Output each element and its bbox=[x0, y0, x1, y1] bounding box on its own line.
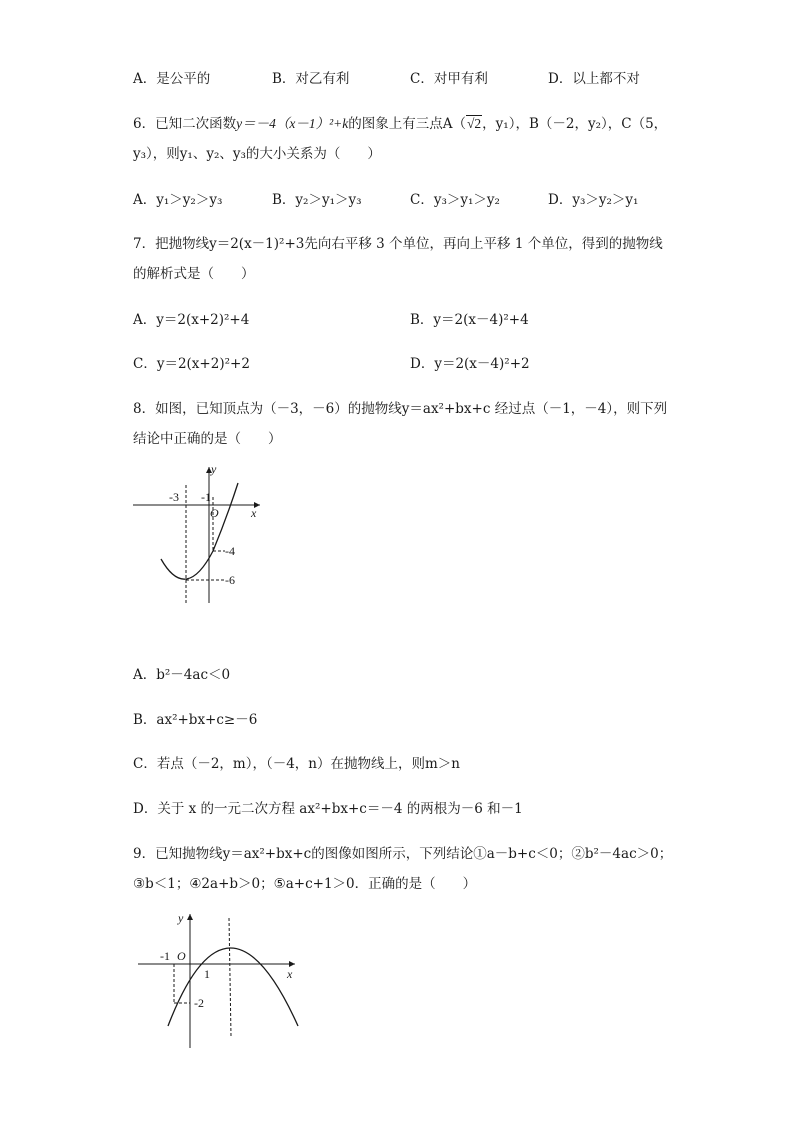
q8-graph-y-label: y bbox=[211, 462, 217, 476]
q9-graph-y-label: y bbox=[178, 911, 184, 925]
q7-option-c: C．y＝2(x+2)²+2 bbox=[133, 356, 250, 372]
q9-graph-tick-minus1: -1 bbox=[160, 949, 170, 963]
q8-graph-origin-label: O bbox=[210, 506, 219, 520]
q7-stem-line1: 7．把抛物线y＝2(x－1)²+3先向右平移 3 个单位，再向上平移 1 个单位，得到的抛物线 bbox=[133, 236, 663, 252]
q9-graph-origin-label: O bbox=[177, 949, 186, 963]
q8-option-a: A．b²－4ac＜0 bbox=[133, 667, 231, 683]
q7-option-a: A．y＝2(x+2)²+4 bbox=[133, 312, 250, 328]
q6-point-a-prefix: A（ bbox=[442, 116, 466, 132]
q9-parabola-graph bbox=[130, 908, 310, 1050]
q5-option-d: D．以上都不对 bbox=[548, 71, 640, 87]
q6-sqrt-value: 2 bbox=[474, 116, 482, 131]
q6-option-a: A．y₁＞y₂＞y₃ bbox=[133, 192, 223, 208]
q6-point-a-suffix: ，y₁），B（－2，y₂），C（5， bbox=[482, 116, 668, 132]
q6-stem-text1: 6．已知二次函数 bbox=[133, 116, 237, 132]
q6-function: y＝－4（x－1）²+k bbox=[236, 116, 349, 131]
q6-stem-text2: 的图象上有三点 bbox=[348, 116, 443, 132]
q8-graph-tick-minus1: -1 bbox=[201, 490, 211, 504]
q9-graph-x-label: x bbox=[287, 967, 293, 981]
q9-stem-line1: 9．已知抛物线y＝ax²+bx+c的图像如图所示，下列结论①a－b+c＜0；②b²－4ac＞0； bbox=[133, 846, 673, 862]
q8-stem-line1: 8．如图，已知顶点为（－3，－6）的抛物线y＝ax²+bx+c 经过点（－1，－4），则下列 bbox=[133, 401, 668, 417]
q8-option-b: B．ax²+bx+c≥－6 bbox=[133, 712, 258, 728]
q8-option-d: D．关于 x 的一元二次方程 ax²+bx+c＝－4 的两根为－6 和－1 bbox=[133, 801, 523, 817]
q6-stem-line2: y₃），则y₁、y₂、y₃的大小关系为（ ） bbox=[133, 146, 381, 162]
q8-stem-line2: 结论中正确的是（ ） bbox=[133, 431, 282, 447]
q7-stem-line2: 的解析式是（ ） bbox=[133, 266, 255, 282]
q6-option-c: C．y₃＞y₁＞y₂ bbox=[410, 192, 500, 208]
q8-option-c: C．若点（－2，m），（－4，n）在抛物线上，则m＞n bbox=[133, 756, 460, 772]
q5-option-c: C．对甲有利 bbox=[410, 71, 488, 87]
q5-option-b: B．对乙有利 bbox=[272, 71, 350, 87]
q6-option-d: D．y₃＞y₂＞y₁ bbox=[548, 192, 639, 208]
q6-stem-line1 bbox=[133, 112, 667, 132]
q7-option-d: D．y＝2(x－4)²+2 bbox=[410, 356, 530, 372]
q8-graph-tick-minus4: -4 bbox=[225, 544, 235, 558]
q5-option-a: A．是公平的 bbox=[133, 71, 211, 87]
q9-stem-line2: ③b＜1；④2a+b＞0；⑤a+c+1＞0．正确的是（ ） bbox=[133, 876, 477, 892]
q8-graph-x-label: x bbox=[251, 506, 257, 520]
q9-graph-tick-1: 1 bbox=[204, 967, 210, 981]
q8-graph-tick-minus3: -3 bbox=[169, 490, 179, 504]
q6-sqrt-symbol: √2 bbox=[466, 116, 482, 131]
q9-graph-tick-minus2: -2 bbox=[194, 996, 204, 1010]
q7-option-b: B．y＝2(x－4)²+4 bbox=[410, 312, 529, 328]
q6-option-b: B．y₂＞y₁＞y₃ bbox=[272, 192, 362, 208]
q8-parabola-graph bbox=[125, 455, 270, 605]
q8-graph-tick-minus6: -6 bbox=[225, 573, 235, 587]
